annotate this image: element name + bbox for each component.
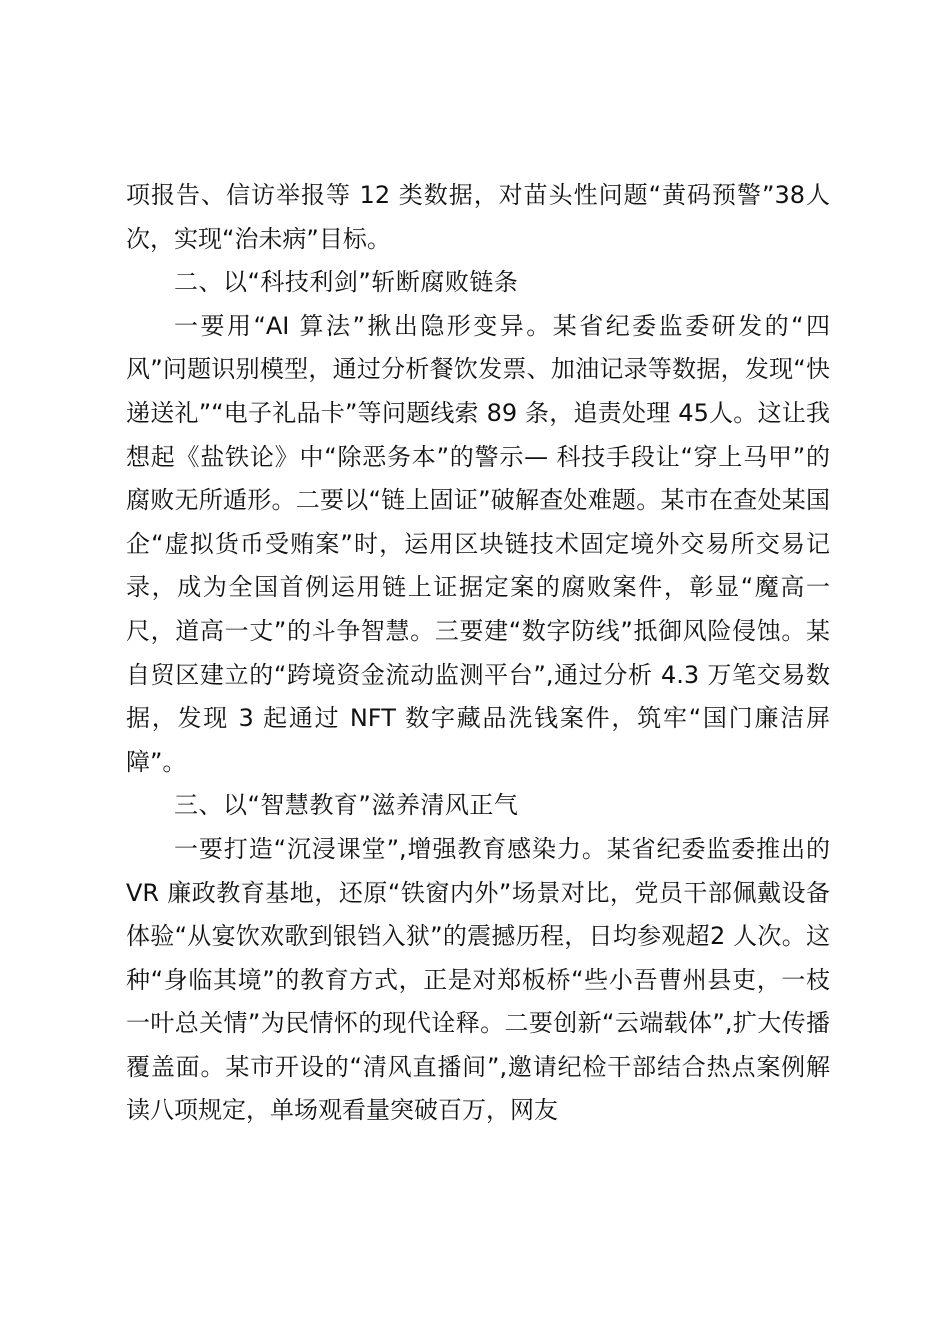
paragraph-section-3: 一要打造“沉浸课堂”,增强教育感染力。某省纪委监委推出的 VR 廉政教育基地，还原“铁窗内外”场景对比，党员干部佩戴设备体验“从宴饮欢歌到银铛入狱”的震撼历程，日均参观超2 人次。这种“身临其境”的教育方式，正是对郑板桥“些小吾曹州县吏，一枝一叶总关情”为民情怀的现代诠释。二要创新“云端载体”,扩大传播覆盖面。某市开设的“清风直播间”,邀请纪检干部结合热点案例解读八项规定，单场观看量突破百万，网友 xyxy=(126,834,830,1125)
paragraph-section-2: 一要用“AI 算法”揪出隐形变异。某省纪委监委研发的“四风”问题识别模型，通过分析餐饮发票、加油记录等数据，发现“快递送礼”“电子礼品卡”等问题线索 89 条，追责处理 45人。这让我想起《盐铁论》中“除恶务本”的警示— 科技手段让“穿上马甲”的腐败无所遁形。二要以“链上固证”破解查处难题。某市在查处某国企“虚拟货币受贿案”时，运用区块链技术固定境外交易所交易记录，成为全国首例运用链上证据定案的腐败案件，彰显“魔高一尺，道高一丈”的斗争智慧。三要建“数字防线”抵御风险侵蚀。某自贸区建立的“跨境资金流动监测平台”,通过分析 4.3 万笔交易数据，发现 3 起通过 NFT 数字藏品洗钱案件，筑牢“国门廉洁屏障”。 xyxy=(126,311,830,776)
paragraph-continuation: 项报告、信访举报等 12 类数据，对苗头性问题“黄码预警”38人次，实现“治未病”目标。 xyxy=(126,181,830,253)
document-body xyxy=(126,174,830,1133)
section-heading-2: 二、以“科技利剑”斩断腐败链条 xyxy=(174,268,519,297)
section-heading-3: 三、以“智慧教育”滋养清风正气 xyxy=(174,791,519,820)
